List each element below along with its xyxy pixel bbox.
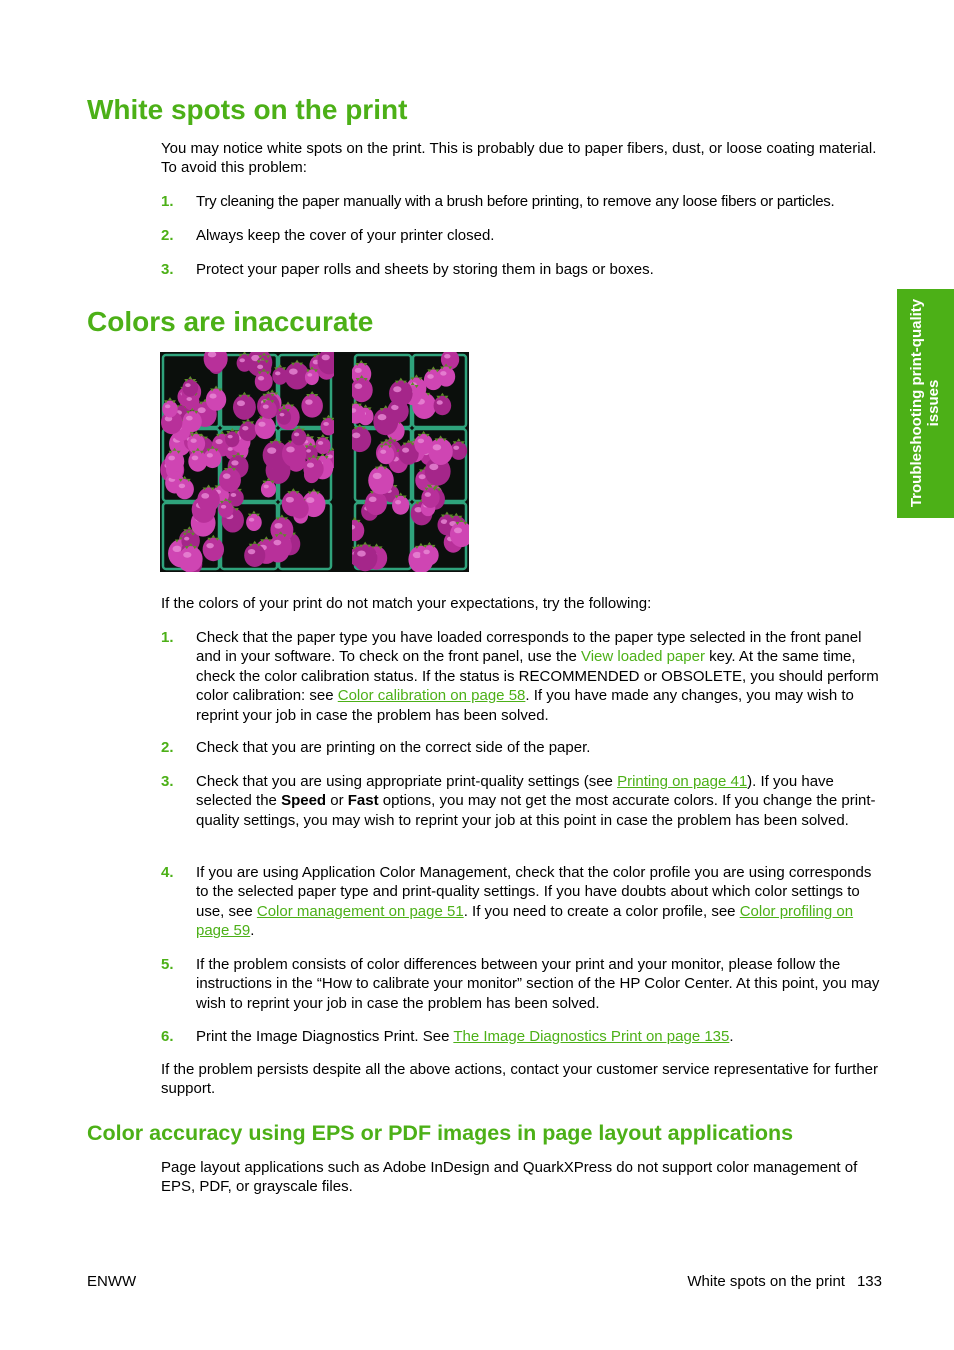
section-intro-colors: If the colors of your print do not match your expectations, try the following: (161, 595, 652, 612)
step-text: ). If you have selected the (196, 773, 834, 810)
strawberry-shape (414, 431, 433, 455)
step-text: . (250, 922, 255, 940)
footer-right (687, 1272, 882, 1291)
link-printing[interactable]: Printing on page 41 (617, 773, 748, 790)
strawberry-shape (420, 542, 439, 566)
section-outro-colors: If the problem persists despite all the above actions, contact your customer service representative for further support. (161, 1061, 879, 1098)
step-text: Print the Image Diagnostics Print. See (196, 1028, 454, 1045)
section-title-colors-inaccurate: Colors are inaccurate (87, 306, 374, 337)
step-text: Check that you are using appropriate print-quality settings (see (196, 773, 618, 790)
strawberry-shape (206, 385, 226, 410)
step-text: options, you may not get the most accurate colors. If you change the print-quality settings, you may wish to reprint your job at this point in case the problem has been solved. (196, 792, 876, 829)
link-color-calibration[interactable]: Color calibration on page 58 (337, 687, 526, 705)
step-text: . If you have made any changes, you may wish to reprint your job in case the problem has been solved. (196, 687, 854, 724)
strawberry-shape (233, 392, 256, 420)
step-number: 4. (161, 864, 174, 881)
step-number: 1. (161, 629, 174, 646)
step-text: . If you need to create a color profile, see (463, 902, 740, 920)
step-number: 3. (161, 773, 174, 790)
step-text: or (326, 792, 348, 810)
step-text: Try cleaning the paper manually with a brush before printing, to remove any loose fibers or particles. (196, 193, 835, 210)
footer-left: ENWW (87, 1273, 137, 1290)
step-number: 2. (161, 227, 174, 244)
section-title-white-spots: White spots on the print (87, 94, 408, 125)
list-item (161, 226, 883, 245)
chapter-side-tab-label: Troubleshooting print-quality issues (908, 298, 942, 508)
section-intro-white-spots: You may notice white spots on the print. This is probably due to paper fibers, dust, or loose coating material. To avoid this problem: (161, 140, 877, 177)
step-text: key. At the same time, check the color calibration status. If the status is RECOMMENDED or OBSOLETE, you should perform color calibration: see (196, 648, 879, 705)
step-number: 1. (161, 193, 174, 210)
list-item (161, 772, 883, 830)
step-text: If you are using Application Color Management, check that the color profile you are using corresponds to the selected paper type and print-quality settings. If you have doubts about which color settings to use, see (196, 864, 872, 920)
list-item (161, 738, 883, 757)
step-number: 2. (161, 739, 174, 756)
section-title-color-accuracy: Color accuracy using EPS or PDF images in page layout applications (87, 1121, 794, 1145)
strawberries-photo (160, 352, 469, 572)
list-item (161, 1027, 883, 1046)
strawberries-illustration (160, 352, 469, 572)
page-number: 133 (856, 1273, 882, 1290)
strawberry-shape (368, 464, 394, 495)
strawberry-shape (315, 434, 330, 454)
list-item (161, 192, 883, 211)
list-item (161, 260, 883, 279)
step-text: Always keep the cover of your printer closed. (196, 227, 495, 244)
section-text-color-accuracy: Page layout applications such as Adobe InDesign and QuarkXPress do not support color management of EPS, PDF, or grayscale files. (161, 1159, 858, 1196)
strawberry-shape (301, 391, 323, 418)
step-text: Protect your paper rolls and sheets by storing them in bags or boxes. (196, 261, 654, 278)
link-color-management[interactable]: Color management on page 51 (256, 902, 464, 920)
speed-option: Speed (281, 792, 327, 810)
step-number: 5. (161, 956, 174, 973)
strawberry-shape (182, 376, 198, 397)
strawberry-shape (450, 438, 467, 460)
print-divider-top (334, 352, 352, 572)
strawberry-shape (239, 418, 257, 441)
step-text: Check that the paper type you have loaded corresponds to the paper type selected in the front panel and in your software. To check on the front panel, use the (196, 629, 862, 666)
strawberry-shape (282, 488, 305, 516)
list-item (161, 955, 883, 1013)
strawberry-shape (204, 352, 228, 372)
view-loaded-paper-key: View loaded paper (580, 648, 705, 666)
link-color-profiling[interactable]: Color profiling on page 59 (196, 902, 854, 940)
strawberry-shape (162, 397, 177, 417)
list-item (161, 863, 883, 941)
step-number: 3. (161, 261, 174, 278)
step-text: If the problem consists of color differences between your print and your monitor, please follow the instructions in the “How to calibrate your monitor” section of the HP Color Center. At this point, you may wish to reprint your job in case the problem has been solved. (196, 956, 880, 1012)
step-number: 6. (161, 1028, 174, 1045)
chapter-side-tab (897, 289, 954, 518)
strawberry-shape (434, 393, 452, 415)
fast-option: Fast (347, 792, 379, 810)
list-item (161, 628, 883, 725)
step-text: Check that you are printing on the correct side of the paper. (196, 739, 591, 756)
step-text: . (729, 1028, 734, 1045)
footer-section-name: White spots on the print (687, 1273, 845, 1290)
link-image-diagnostics[interactable]: The Image Diagnostics Print on page 135 (453, 1028, 730, 1045)
strawberry-shape (246, 511, 262, 531)
